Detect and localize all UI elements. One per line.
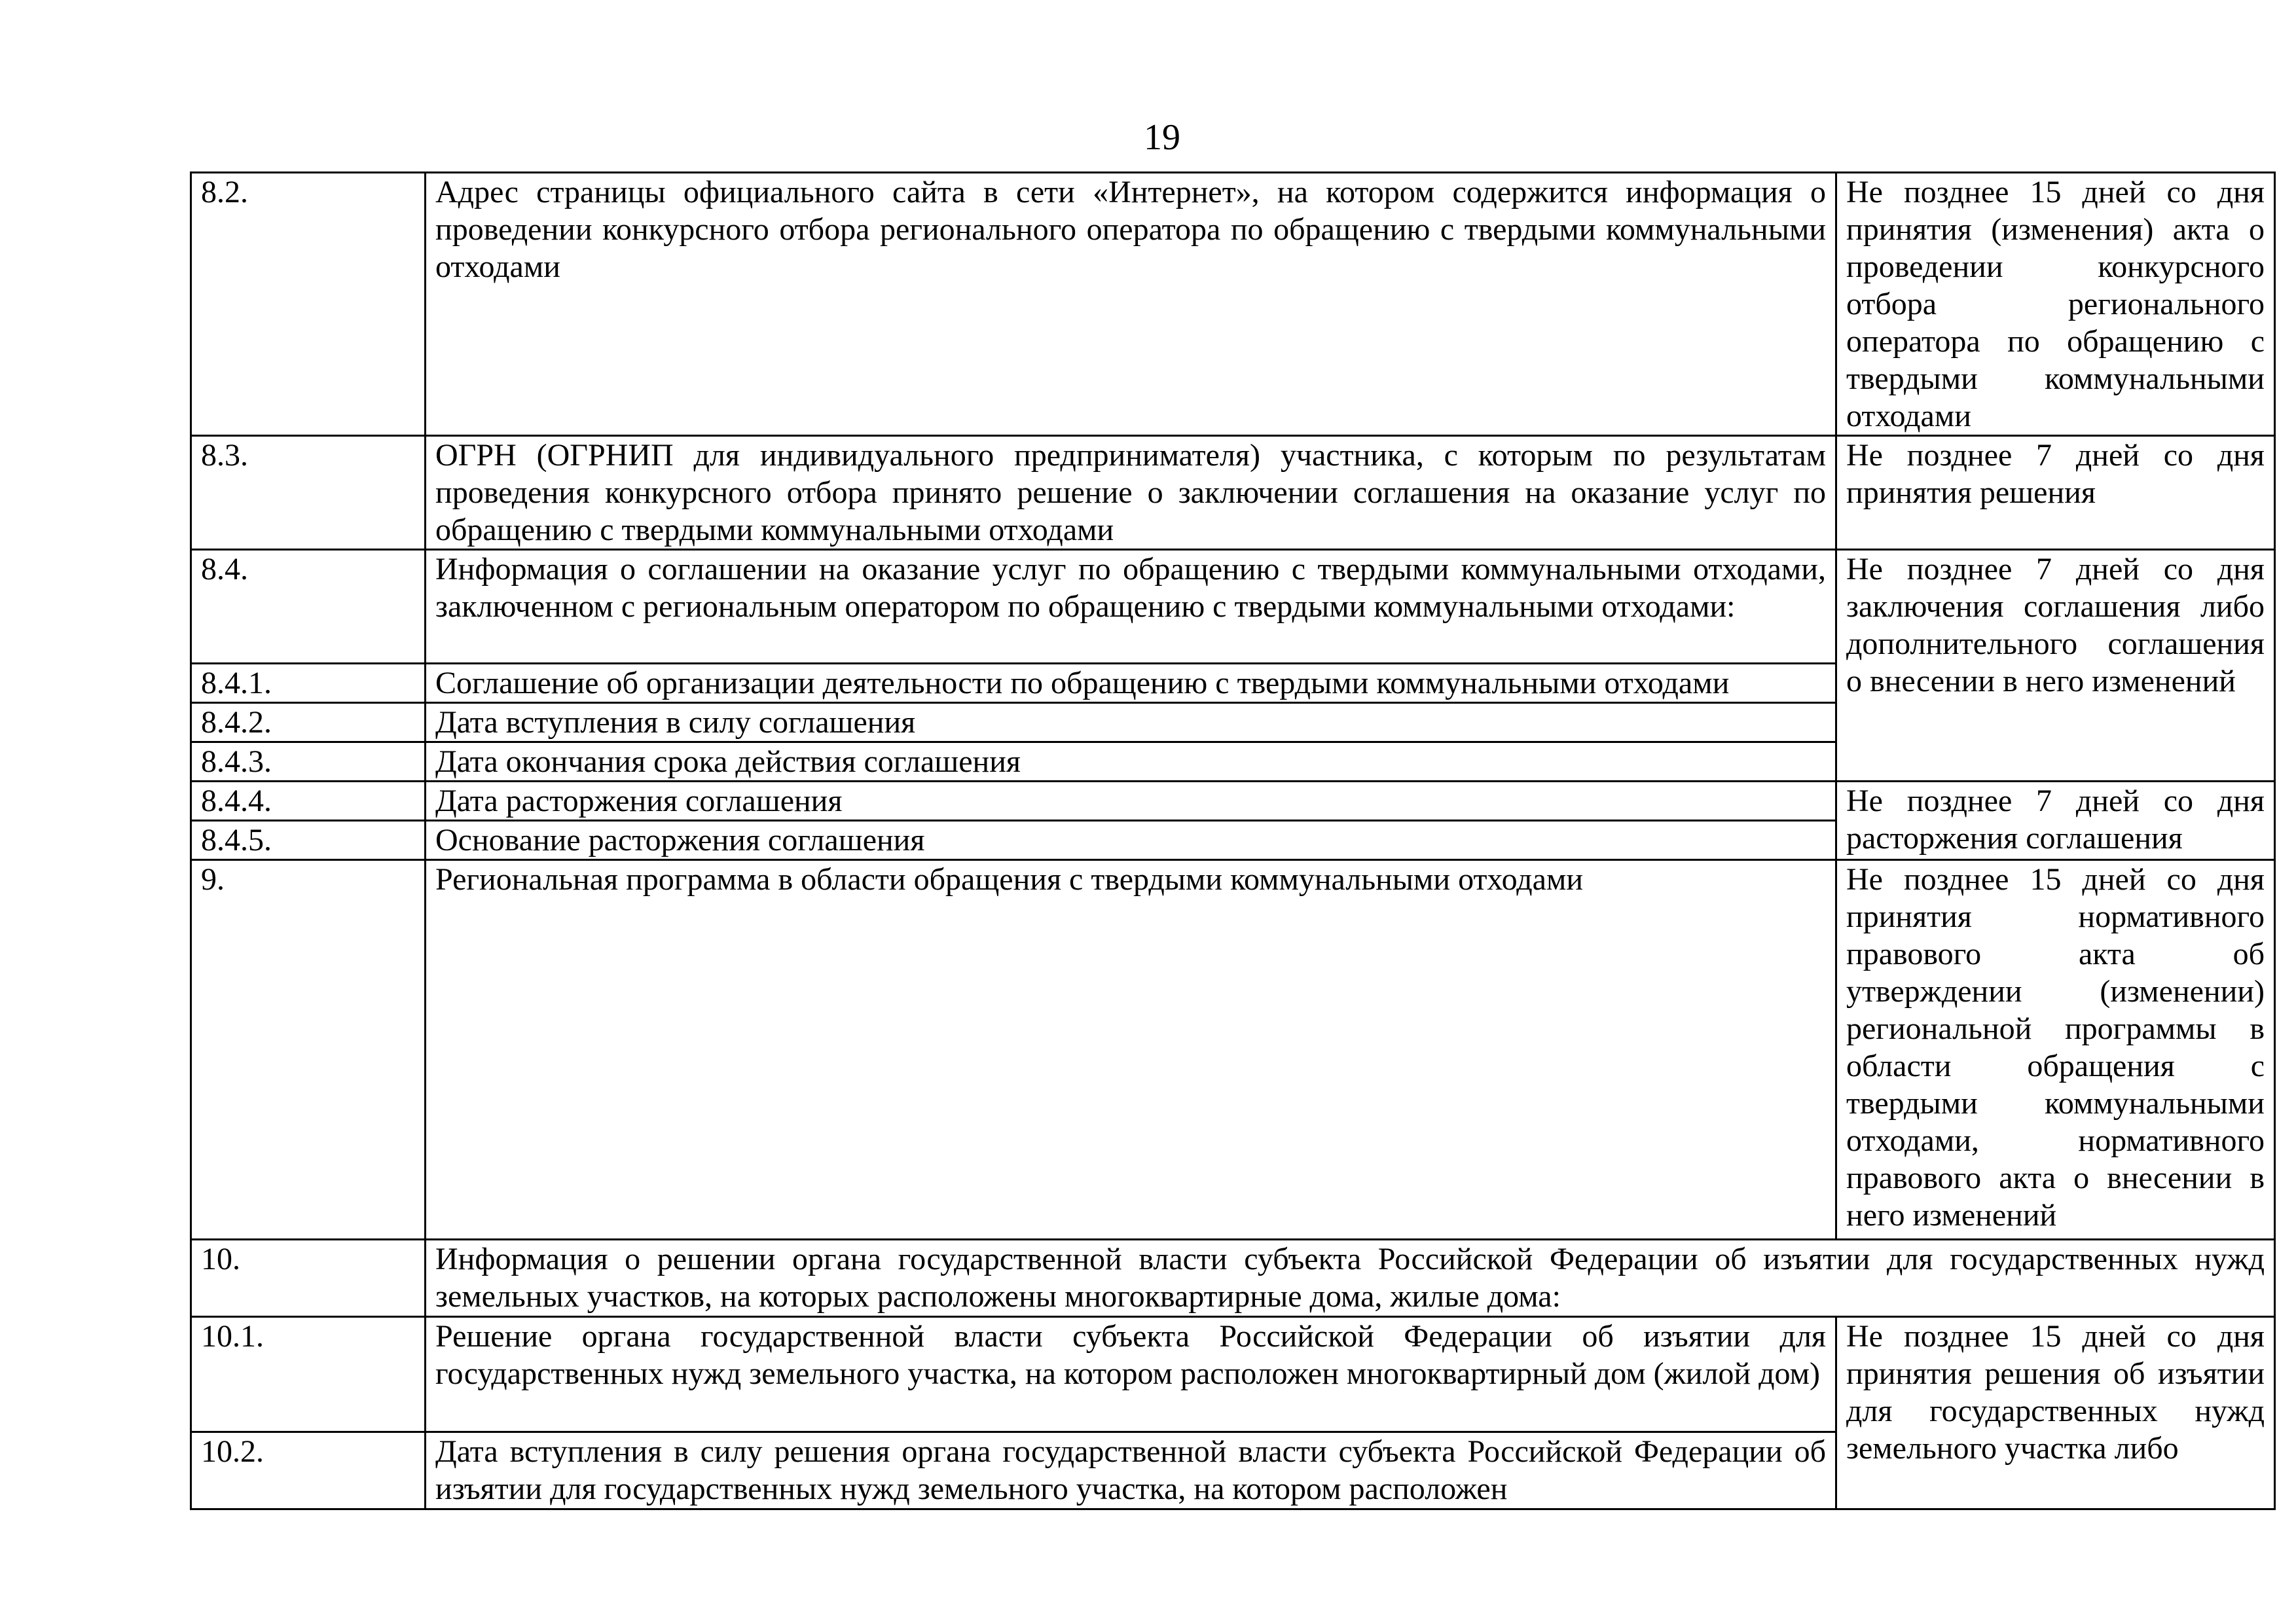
row-number: 8.4.1.: [191, 664, 426, 703]
row-deadline: Не позднее 15 дней со дня принятия (изменения) акта о проведении конкурсного отбора регионального оператора по обращению с твердыми коммунальными отходами: [1836, 173, 2275, 436]
table-row: [191, 1240, 2275, 1317]
table-row: [191, 782, 2275, 821]
page-number: 19: [1144, 117, 1180, 158]
row-number: 8.4.4.: [191, 782, 426, 821]
row-deadline: Не позднее 7 дней со дня заключения соглашения либо дополнительного соглашения о внесении в него изменений: [1836, 550, 2275, 782]
table-row: [191, 1317, 2275, 1432]
row-description: Дата вступления в силу решения органа государственной власти субъекта Российской Федерации об изъятии для государственных нужд земельного участка, на котором расположен: [426, 1432, 1836, 1509]
row-description: Решение органа государственной власти субъекта Российской Федерации об изъятии для государственных нужд земельного участка, на котором расположен многоквартирный дом (жилой дом): [426, 1317, 1836, 1432]
row-number: 9.: [191, 860, 426, 1240]
row-description: Дата окончания срока действия соглашения: [426, 742, 1836, 782]
row-number: 8.3.: [191, 436, 426, 550]
row-description: Соглашение об организации деятельности по обращению с твердыми коммунальными отходами: [426, 664, 1836, 703]
row-description: Дата вступления в силу соглашения: [426, 703, 1836, 742]
row-description: ОГРН (ОГРНИП для индивидуального предпринимателя) участника, с которым по результатам проведения конкурсного отбора принято решение о заключении соглашения на оказание услуг по обращению с твердыми коммунальными отходами: [426, 436, 1836, 550]
row-number: 8.4.: [191, 550, 426, 664]
table-row: [191, 173, 2275, 436]
table-row: [191, 436, 2275, 550]
row-number: 8.4.5.: [191, 821, 426, 860]
row-number: 10.: [191, 1240, 426, 1317]
row-description: Информация о решении органа государственной власти субъекта Российской Федерации об изъятии для государственных нужд земельных участков, на которых расположены многоквартирные дома, жилые дома:: [426, 1240, 2275, 1317]
row-number: 10.1.: [191, 1317, 426, 1432]
row-number: 10.2.: [191, 1432, 426, 1509]
row-deadline: Не позднее 7 дней со дня расторжения соглашения: [1836, 782, 2275, 860]
row-number: 8.4.2.: [191, 703, 426, 742]
document-table: [190, 171, 2276, 1510]
row-deadline: Не позднее 15 дней со дня принятия решения об изъятии для государственных нужд земельного участка либо: [1836, 1317, 2275, 1509]
row-description: Адрес страницы официального сайта в сети «Интернет», на котором содержится информация о проведении конкурсного отбора регионального оператора по обращению с твердыми коммунальными отходами: [426, 173, 1836, 436]
row-description: Региональная программа в области обращения с твердыми коммунальными отходами: [426, 860, 1836, 1240]
row-deadline: Не позднее 7 дней со дня принятия решения: [1836, 436, 2275, 550]
row-deadline: Не позднее 15 дней со дня принятия нормативного правового акта об утверждении (изменении) региональной программы в области обращения с твердыми коммунальными отходами, нормативного правового акта о внесении в него изменений: [1836, 860, 2275, 1240]
table-row: [191, 860, 2275, 1240]
row-description: Информация о соглашении на оказание услуг по обращению с твердыми коммунальными отходами, заключенном с региональным оператором по обращению с твердыми коммунальными отходами:: [426, 550, 1836, 664]
row-description: Дата расторжения соглашения: [426, 782, 1836, 821]
row-description: Основание расторжения соглашения: [426, 821, 1836, 860]
table-row: [191, 550, 2275, 664]
row-number: 8.2.: [191, 173, 426, 436]
row-number: 8.4.3.: [191, 742, 426, 782]
